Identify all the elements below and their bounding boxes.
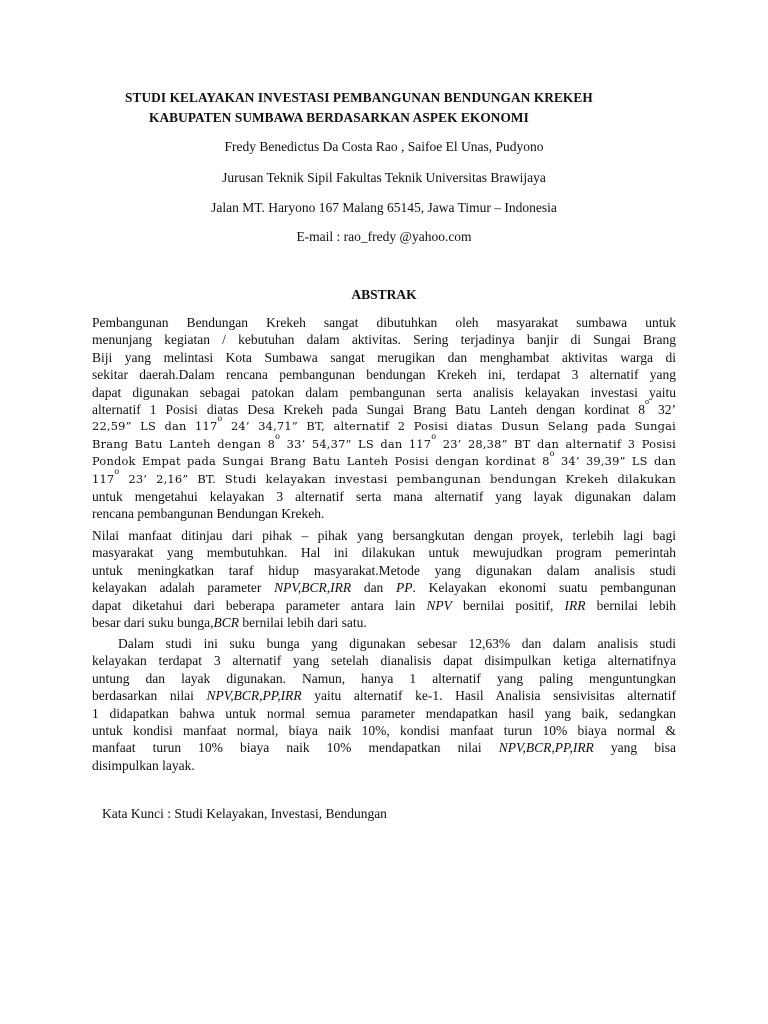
degree-sign: o	[431, 431, 437, 441]
text-line	[92, 431, 676, 453]
text-line: Pembangunan Bendungan Krekeh sangat dibutuhkan oleh masyarakat sumbawa untuk	[92, 315, 676, 330]
text-span: kelayakan adalah parameter	[92, 580, 275, 596]
text-line: disimpulkan layak.	[92, 757, 195, 773]
text-line	[92, 597, 676, 614]
text-span: 22,59” LS dan 117	[92, 419, 218, 434]
degree-sign: o	[549, 449, 555, 459]
text-line: menunjang kegiatan / kebutuhan dalam aktivitas. Sering terjadinya banjir di Sungai Brang	[92, 332, 676, 348]
italic-term: NPV,BCR,PP,IRR	[498, 740, 594, 756]
text-span: berdasarkan nilai	[92, 688, 207, 704]
text-span: yang bisa	[593, 740, 676, 756]
text-span: alternatif 1 Posisi diatas Desa Krekeh pada Sungai Brang Batu Lanteh dengan kordinat 8	[92, 402, 645, 418]
text-span: bernilai lebih dari satu.	[238, 615, 367, 631]
text-line: untung dan layak digunakan. Namun, hanya 1 alternatif yang paling menguntungkan	[92, 670, 676, 686]
text-line	[92, 579, 676, 596]
text-span: Brang Batu Lanteh dengan 8	[92, 436, 276, 451]
keywords: Kata Kunci : Studi Kelayakan, Investasi, Bendungan	[102, 806, 387, 821]
italic-term: PP	[396, 580, 413, 596]
text-line: Nilai manfaat ditinjau dari pihak – pihak yang bersangkutan dengan proyek, terlebih lagi bagi	[92, 528, 676, 543]
text-line: Biji yang melintasi Kota Sumbawa sangat merugikan dan menghambat aktivitas warga di	[92, 349, 676, 365]
text-span: 24’ 34,71” BT, alternatif 2 Posisi diatas Dusun Selang pada Sungai	[222, 419, 676, 434]
text-span: Pondok Empat pada Sungai Brang Batu Lanteh Posisi dengan kordinat 8	[92, 454, 550, 469]
text-span: 117	[92, 471, 115, 486]
text-line: rencana pembangunan Bendungan Krekeh.	[92, 506, 325, 522]
text-span: dan	[351, 580, 397, 596]
text-span: 32’	[648, 402, 676, 418]
text-span: 33’ 54,37” LS dan 117	[280, 436, 432, 451]
text-line: dapat digunakan sebagai patokan dalam pembangunan serta analisis kelayakan investasi yaitu	[92, 384, 676, 400]
italic-term: NPV,BCR,PP,IRR	[206, 688, 302, 704]
text-span: manfaat turun 10% biaya naik 10% mendapatkan nilai	[92, 740, 499, 756]
text-line: kelayakan terdapat 3 alternatif yang setelah dianalisis dapat disimpulkan ketiga alternatifnya	[92, 653, 676, 669]
abstract-paragraph-3	[92, 635, 676, 774]
text-line: untuk mengetahui kelayakan 3 alternatif serta mana alternatif yang layak digunakan dalam	[92, 489, 676, 505]
text-span: 23’ 28,38” BT dan alternatif 3 Posisi	[436, 436, 676, 451]
degree-sign: o	[217, 414, 223, 424]
italic-term: IRR	[564, 597, 586, 613]
address: Jalan MT. Haryono 167 Malang 65145, Jawa Timur – Indonesia	[211, 200, 557, 215]
title-line-2: KABUPATEN SUMBAWA BERDASARKAN ASPEK EKONOMI	[149, 110, 529, 125]
text-line: masyarakat yang membutuhkan. Hal ini dilakukan untuk mewujudkan program pemerintah	[92, 545, 676, 561]
text-span: 23’ 2,16” BT. Studi kelayakan investasi pembangunan bendungan Krekeh dilakukan	[119, 471, 676, 486]
text-line: 1 didapatkan bahwa untuk normal semua parameter mendapatkan hasil yang baik, sedangkan	[92, 705, 676, 721]
text-line: sekitar daerah.Dalam rencana pembangunan bendungan Krekeh ini, terdapat 3 alternatif yang	[92, 367, 676, 383]
text-line	[92, 687, 676, 704]
degree-sign: o	[114, 466, 120, 476]
text-line: untuk meningkatkan taraf hidup masyarakat.Metode yang digunakan dalam analisis studi	[92, 562, 676, 578]
email: E-mail : rao_fredy @yahoo.com	[296, 229, 472, 244]
abstract-paragraph-2	[92, 527, 676, 631]
italic-term: NPV	[426, 597, 452, 613]
abstract-heading: ABSTRAK	[351, 287, 417, 302]
affiliation: Jurusan Teknik Sipil Fakultas Teknik Universitas Brawijaya	[222, 170, 546, 185]
text-line	[92, 739, 676, 756]
text-span: . Kelayakan ekonomi suatu pembangunan	[412, 580, 677, 596]
text-span: 34’ 39,39” LS dan	[554, 454, 676, 469]
text-span: bernilai positif,	[451, 597, 565, 613]
degree-sign: o	[644, 397, 649, 407]
text-line	[92, 449, 676, 470]
title-line-1: STUDI KELAYAKAN INVESTASI PEMBANGUNAN BENDUNGAN KREKEH	[125, 90, 593, 105]
text-span: yaitu alternatif ke-1. Hasil Analisia sensivisitas alternatif	[301, 688, 676, 704]
paper-title	[92, 88, 676, 128]
abstract-paragraph-1	[92, 314, 676, 523]
text-line	[92, 614, 676, 631]
authors: Fredy Benedictus Da Costa Rao , Saifoe El Unas, Pudyono	[224, 139, 544, 154]
italic-term: NPV,BCR,IRR	[274, 580, 352, 596]
text-line	[92, 466, 676, 488]
text-line	[92, 414, 676, 435]
text-line: untuk kondisi manfaat normal, biaya naik 10%, kondisi manfaat turun 10% biaya normal &	[92, 723, 676, 739]
text-line: Dalam studi ini suku bunga yang digunakan sebesar 12,63% dan dalam analisis studi	[118, 636, 676, 651]
italic-term: BCR	[213, 615, 239, 631]
text-span: besar dari suku bunga,	[92, 615, 214, 631]
text-span: bernilai lebih	[585, 597, 676, 613]
text-line	[92, 397, 676, 418]
text-span: dapat diketahui dari beberapa parameter antara lain	[92, 597, 427, 613]
degree-sign: o	[275, 431, 281, 441]
